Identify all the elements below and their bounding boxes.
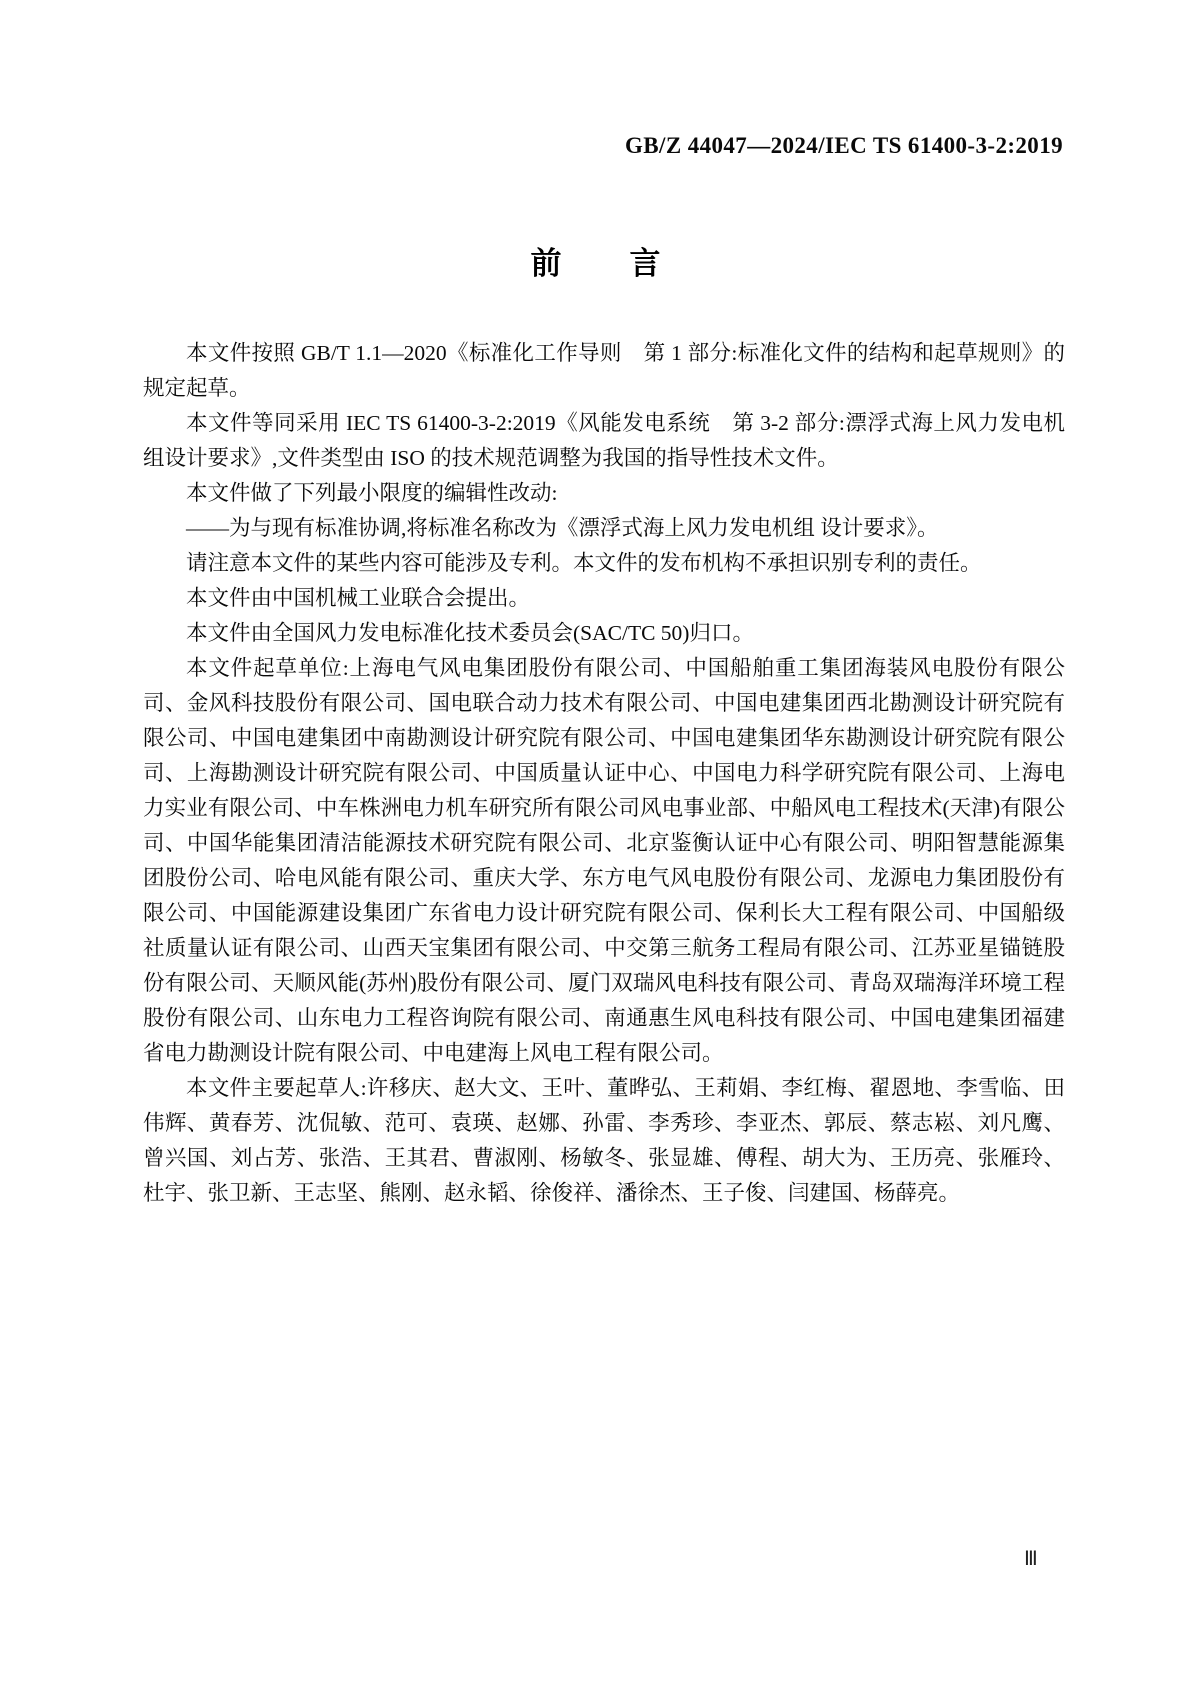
page-number: Ⅲ (1024, 1548, 1038, 1570)
foreword-paragraph: 本文件由全国风力发电标准化技术委员会(SAC/TC 50)归口。 (186, 621, 754, 645)
foreword-content (143, 336, 1065, 1211)
foreword-paragraph: 本文件按照 GB/T 1.1—2020《标准化工作导则 第 1 部分:标准化文件的结构和起草规则》的规定起草。 (143, 341, 1065, 400)
foreword-paragraph: 本文件等同采用 IEC TS 61400-3-2:2019《风能发电系统 第 3-2 部分:漂浮式海上风力发电机组设计要求》,文件类型由 ISO 的技术规范调整为我国的指导性技术文件。 (143, 411, 1065, 470)
standard-number-header: GB/Z 44047—2024/IEC TS 61400-3-2:2019 (625, 133, 1063, 158)
foreword-paragraph: 请注意本文件的某些内容可能涉及专利。本文件的发布机构不承担识别专利的责任。 (186, 551, 982, 575)
page-title (0, 238, 1191, 283)
foreword-paragraph-drafters: 本文件主要起草人:许移庆、赵大文、王叶、董晔弘、王莉娟、李红梅、翟恩地、李雪临、田伟辉、黄春芳、沈侃敏、范可、袁瑛、赵娜、孙雷、李秀珍、李亚杰、郭辰、蔡志崧、刘凡鹰、曾兴国、刘占芳、张浩、王其君、曹淑刚、杨敏冬、张显雄、傅程、胡大为、王历亮、张雁玲、杜宇、张卫新、王志坚、熊刚、赵永韬、徐俊祥、潘徐杰、王子俊、闫建国、杨薛亮。 (143, 1076, 1065, 1205)
foreword-paragraph-drafting-organizations: 本文件起草单位:上海电气风电集团股份有限公司、中国船舶重工集团海装风电股份有限公司、金风科技股份有限公司、国电联合动力技术有限公司、中国电建集团西北勘测设计研究院有限公司、中国电建集团中南勘测设计研究院有限公司、中国电建集团华东勘测设计研究院有限公司、上海勘测设计研究院有限公司、中国质量认证中心、中国电力科学研究院有限公司、上海电力实业有限公司、中车株洲电力机车研究所有限公司风电事业部、中船风电工程技术(天津)有限公司、中国华能集团清洁能源技术研究院有限公司、北京鉴衡认证中心有限公司、明阳智慧能源集团股份公司、哈电风能有限公司、重庆大学、东方电气风电股份有限公司、龙源电力集团股份有限公司、中国能源建设集团广东省电力设计研究院有限公司、保利长大工程有限公司、中国船级社质量认证有限公司、山西天宝集团有限公司、中交第三航务工程局有限公司、江苏亚星锚链股份有限公司、天顺风能(苏州)股份有限公司、厦门双瑞风电科技有限公司、青岛双瑞海洋环境工程股份有限公司、山东电力工程咨询院有限公司、南通惠生风电科技有限公司、中国电建集团福建省电力勘测设计院有限公司、中电建海上风电工程有限公司。 (143, 656, 1065, 1065)
page-title-char: 前 (530, 246, 562, 281)
foreword-paragraph: 本文件由中国机械工业联合会提出。 (186, 586, 531, 610)
foreword-paragraph-editorial-change: ——为与现有标准协调,将标准名称改为《漂浮式海上风力发电机组 设计要求》。 (186, 516, 939, 540)
foreword-paragraph: 本文件做了下列最小限度的编辑性改动: (186, 481, 558, 505)
page-title-char: 言 (629, 246, 661, 281)
